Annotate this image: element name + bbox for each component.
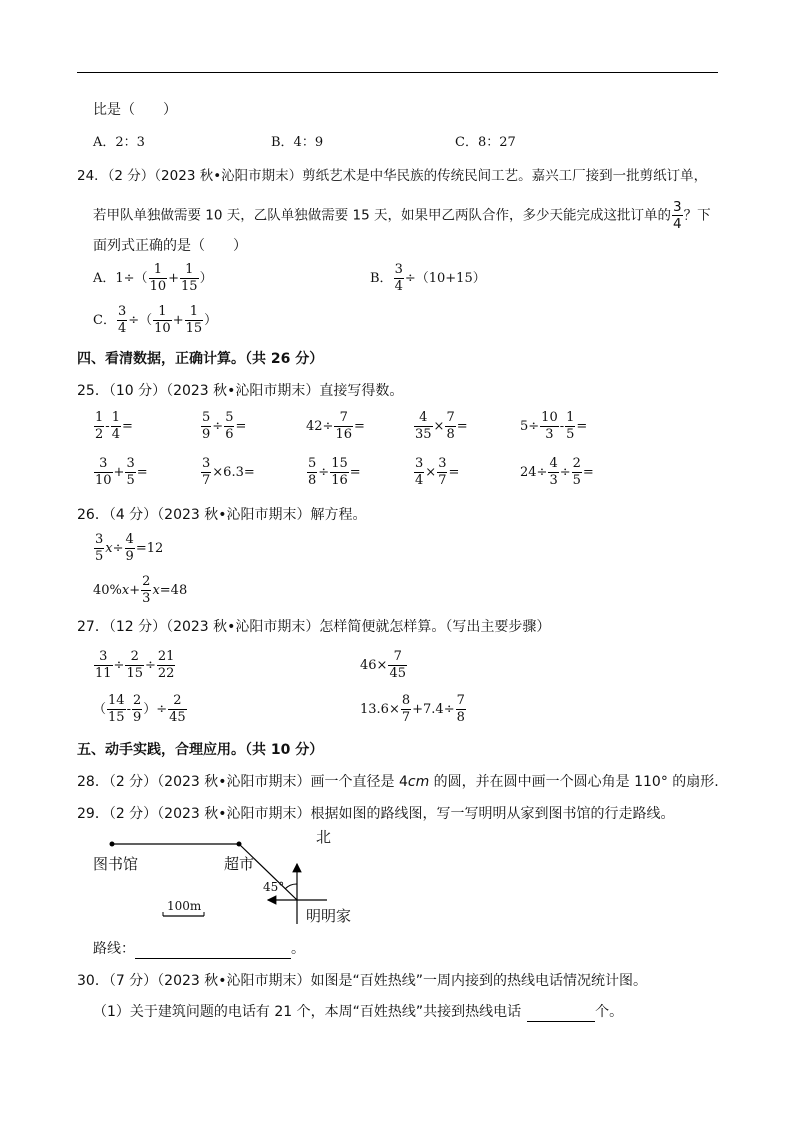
opt-prefix: C．: [93, 312, 116, 328]
frac-den: 8: [456, 710, 465, 725]
frac-den: 3: [142, 591, 151, 606]
opt-mid: ÷（: [128, 312, 153, 328]
fraction: [201, 410, 211, 443]
q25-r2-e: [520, 456, 594, 489]
fraction: [388, 649, 407, 682]
q25-r1-a: [93, 410, 133, 443]
frac-den: 5: [95, 549, 104, 564]
opt-prefix: B．: [370, 270, 393, 286]
frac-num: 4: [549, 456, 558, 471]
frac-num: 21: [157, 649, 175, 664]
plus: +: [172, 312, 184, 328]
q23-option-b: B．4：9: [271, 135, 324, 150]
frac-num: 1: [95, 410, 104, 425]
q25-r2-a: [93, 456, 148, 489]
q25-stem: 25．（10 分）（2023 秋•沁阳市期末）直接写得数。: [77, 383, 404, 399]
map-north-label: 北: [316, 828, 332, 846]
q30-sub1: [93, 1002, 623, 1022]
eq: =: [582, 464, 594, 480]
frac-den: 9: [125, 549, 134, 564]
open-paren: （: [93, 701, 107, 717]
op: -: [126, 701, 131, 717]
frac-den: 35: [415, 427, 432, 442]
pre: 46×: [360, 657, 388, 673]
q25-r1-e: [520, 410, 587, 443]
opt-suffix: ÷（10+15）: [404, 270, 486, 286]
fraction: [307, 456, 317, 489]
frac-num: 3: [95, 532, 104, 547]
frac-num: 14: [108, 693, 125, 708]
post: ×6.3=: [212, 464, 255, 480]
q28-pre: 28．（2 分）（2023 秋•沁阳市期末）画一个直径是 4: [77, 774, 408, 790]
q25-r1-d: [413, 410, 468, 443]
fraction: [185, 304, 204, 337]
pre: 42÷: [306, 418, 334, 434]
fraction: [445, 410, 455, 443]
q27-stem: 27．（12 分）（2023 秋•沁阳市期末）怎样简便就怎样算。（写出主要步骤）: [77, 619, 551, 635]
frac-den: 4: [111, 427, 120, 442]
rest: =12: [135, 540, 164, 556]
fraction: [111, 410, 121, 443]
map-market-label: 超市: [224, 855, 255, 873]
frac-den: 45: [169, 710, 186, 725]
frac-num: 7: [456, 693, 465, 708]
fraction: [117, 304, 127, 337]
fraction: [94, 532, 104, 565]
q26-stem: 26．（4 分）（2023 秋•沁阳市期末）解方程。: [77, 507, 367, 523]
opt-suffix: ）: [199, 270, 213, 286]
eq: =: [121, 418, 133, 434]
plus: +: [168, 270, 180, 286]
pre: 5÷: [520, 418, 540, 434]
map-home-label: 明明家: [306, 907, 352, 925]
fraction: [168, 693, 187, 726]
map-angle-label: 45°: [263, 880, 285, 894]
fraction: [401, 693, 411, 726]
eq: =: [456, 418, 468, 434]
q27-b: [360, 649, 408, 682]
frac-num: 3: [394, 262, 403, 277]
frac-num: 7: [388, 649, 407, 666]
frac-num: 3: [94, 456, 113, 473]
q28-post: 的圆，并在圆中画一个圆心角是 110° 的扇形.: [429, 774, 719, 790]
map-scale-label: 100m: [167, 899, 202, 913]
var-x: x: [105, 540, 113, 556]
eq: =: [353, 418, 365, 434]
frac-den: 7: [401, 710, 411, 725]
frac-den: 3: [545, 427, 554, 442]
q24-line2-text: 若甲队单独做需要 10 天，乙队单独做需要 15 天，如果甲乙两队合作，多少天能完成这批订单的: [93, 207, 672, 224]
op: ÷: [145, 657, 156, 673]
frac-num: 3: [126, 456, 135, 471]
fraction: [437, 456, 447, 489]
fraction: [201, 456, 211, 489]
answer-end: 。: [291, 941, 305, 957]
sub1-post: 个。: [595, 1004, 624, 1020]
frac-num: 15: [331, 456, 348, 471]
op: +: [129, 582, 141, 598]
frac-den: 2: [95, 427, 104, 442]
frac-num: 1: [111, 410, 120, 425]
q24-line1: 24．（2 分）（2023 秋•沁阳市期末）剪纸艺术是中华民族的传统民间工艺。嘉兴工厂接到一批剪纸订单，: [77, 168, 708, 184]
fraction: [330, 456, 349, 489]
frac-den: 8: [308, 473, 317, 488]
frac-den: 4: [415, 473, 424, 488]
angle-arc: [285, 884, 297, 889]
frac-den: 5: [572, 473, 581, 488]
var-x: x: [152, 582, 160, 598]
q24-option-a: [93, 262, 213, 295]
frac-den: 3: [549, 473, 558, 488]
q27-a: [93, 649, 176, 682]
op: ÷: [559, 464, 571, 480]
frac-num: 2: [142, 574, 151, 589]
q23-option-c: C．8：27: [455, 135, 516, 150]
fraction: [125, 649, 144, 682]
header-rule: [77, 72, 718, 73]
opt-prefix: A．1÷（: [93, 270, 148, 286]
opt-suffix: ）: [204, 312, 218, 328]
fraction: [572, 456, 582, 489]
frac-den: 15: [126, 666, 143, 681]
frac-den: 4: [673, 216, 682, 232]
q26-equation-1: [93, 532, 163, 565]
q26-equation-2: [93, 574, 187, 607]
pre: 13.6×: [360, 701, 400, 717]
fraction: [414, 456, 424, 489]
op: ÷: [318, 464, 330, 480]
fraction: [153, 304, 172, 337]
op: -: [105, 418, 110, 434]
q28-unit: cm: [407, 774, 430, 790]
frac-den: 16: [331, 473, 348, 488]
frac-den: 9: [132, 710, 142, 725]
fraction: [548, 456, 558, 489]
frac-num: 5: [225, 410, 234, 425]
eq: =: [576, 418, 588, 434]
fraction: [180, 262, 199, 295]
op: ÷: [212, 418, 224, 434]
frac-num: 2: [125, 649, 144, 666]
frac-num: 7: [334, 410, 353, 427]
op: +: [113, 464, 125, 480]
frac-num: 3: [117, 304, 127, 319]
eq: =: [448, 464, 460, 480]
section-5-title: 五、动手实践，合理应用。（共 10 分）: [77, 742, 324, 758]
frac-den: 11: [95, 666, 112, 681]
q24-line2-end: ？下: [683, 207, 711, 224]
frac-num: 10: [541, 410, 558, 425]
q24-option-b: [370, 262, 486, 295]
frac-den: 4: [394, 279, 403, 294]
q24-option-c: [93, 304, 217, 337]
route-answer-blank[interactable]: [135, 943, 291, 959]
op: ×: [425, 464, 437, 480]
op: ÷: [112, 540, 124, 556]
q29-answer: [93, 939, 305, 959]
fraction: [224, 410, 234, 443]
q27-d: [360, 693, 467, 726]
fraction: [157, 649, 176, 682]
frac-num: 1: [185, 304, 204, 321]
mid: +7.4÷: [412, 701, 455, 717]
var-x: x: [121, 582, 130, 598]
rest: =48: [159, 582, 188, 598]
answer-label: 路线：: [93, 941, 135, 957]
op: ÷: [113, 657, 125, 673]
map-library-label: 图书馆: [93, 855, 139, 873]
frac-den: 5: [566, 427, 575, 442]
q25-r1-b: [200, 410, 246, 443]
q24-line3: 面列式正确的是（ ）: [93, 238, 247, 254]
frac-den: 45: [389, 666, 406, 681]
fraction: [565, 410, 575, 443]
q23-option-a: A．2：3: [93, 135, 145, 150]
frac-num: 1: [153, 304, 172, 321]
frac-num: 3: [415, 456, 424, 471]
frac-num: 3: [673, 199, 682, 215]
frac-num: 4: [125, 532, 134, 547]
fraction: [132, 693, 142, 726]
q25-r2-c: [306, 456, 361, 489]
fraction: [540, 410, 559, 443]
frac-den: 10: [149, 279, 167, 294]
frac-den: 10: [95, 473, 112, 488]
frac-den: 4: [117, 321, 127, 336]
fraction: [94, 649, 113, 682]
frac-num: 7: [446, 410, 455, 425]
op: ×: [433, 418, 445, 434]
section-4-title: 四、看清数据，正确计算。（共 26 分）: [77, 351, 324, 367]
q25-r2-b: [200, 456, 255, 489]
fraction: [125, 456, 135, 489]
frac-num: 3: [94, 649, 113, 666]
sub1-answer-blank[interactable]: [527, 1006, 595, 1022]
frac-den: 15: [185, 321, 203, 336]
q28-stem: [77, 772, 719, 792]
q29-stem: 29．（2 分）（2023 秋•沁阳市期末）根据如图的路线图，写一写明明从家到图书馆的行走路线。: [77, 806, 675, 822]
frac-den: 15: [108, 710, 125, 725]
q24-line2: [93, 199, 711, 232]
eq: =: [235, 418, 247, 434]
frac-num: 3: [438, 456, 447, 471]
frac-den: 22: [157, 666, 175, 681]
fraction: [94, 456, 113, 489]
frac-num: 5: [202, 410, 211, 425]
frac-den: 9: [202, 427, 211, 442]
frac-den: 7: [438, 473, 447, 488]
fraction: [107, 693, 126, 726]
frac-den: 6: [225, 427, 234, 442]
frac-num: 1: [149, 262, 168, 279]
q30-stem: 30．（7 分）（2023 秋•沁阳市期末）如图是“百姓热线”一周内接到的热线电话情况统计图。: [77, 973, 648, 989]
op: -: [559, 418, 565, 434]
fraction: [94, 410, 104, 443]
fraction: [456, 693, 466, 726]
frac-num: 2: [572, 456, 581, 471]
frac-den: 15: [181, 279, 198, 294]
frac-den: 16: [335, 427, 352, 442]
fraction: [394, 262, 404, 295]
fraction: [149, 262, 168, 295]
q27-c: [93, 693, 188, 726]
sub1-pre: （1）关于建筑问题的电话有 21 个，本周“百姓热线”共接到热线电话: [93, 1004, 522, 1020]
eq: =: [136, 464, 148, 480]
fraction: [141, 574, 151, 607]
eq: =: [349, 464, 361, 480]
fraction: [125, 532, 135, 565]
frac-num: 3: [202, 456, 211, 471]
frac-den: 10: [154, 321, 171, 336]
frac-num: 2: [168, 693, 187, 710]
pre: 40%: [93, 582, 122, 598]
q25-r2-d: [413, 456, 459, 489]
frac-den: 5: [126, 473, 135, 488]
pre: 24÷: [520, 464, 548, 480]
frac-den: 8: [446, 427, 455, 442]
frac-num: 4: [414, 410, 433, 427]
frac-num: 5: [308, 456, 317, 471]
frac-num: 1: [566, 410, 575, 425]
fraction: [414, 410, 433, 443]
q23-stem-tail: 比是（ ）: [93, 102, 177, 118]
fraction: [334, 410, 353, 443]
q25-r1-c: [306, 410, 365, 443]
frac-den: 7: [202, 473, 211, 488]
frac-num: 1: [180, 262, 199, 279]
close-paren: ）÷: [143, 701, 168, 717]
q24-fraction: [672, 199, 683, 232]
frac-num: 8: [401, 693, 411, 708]
frac-num: 2: [132, 693, 142, 708]
